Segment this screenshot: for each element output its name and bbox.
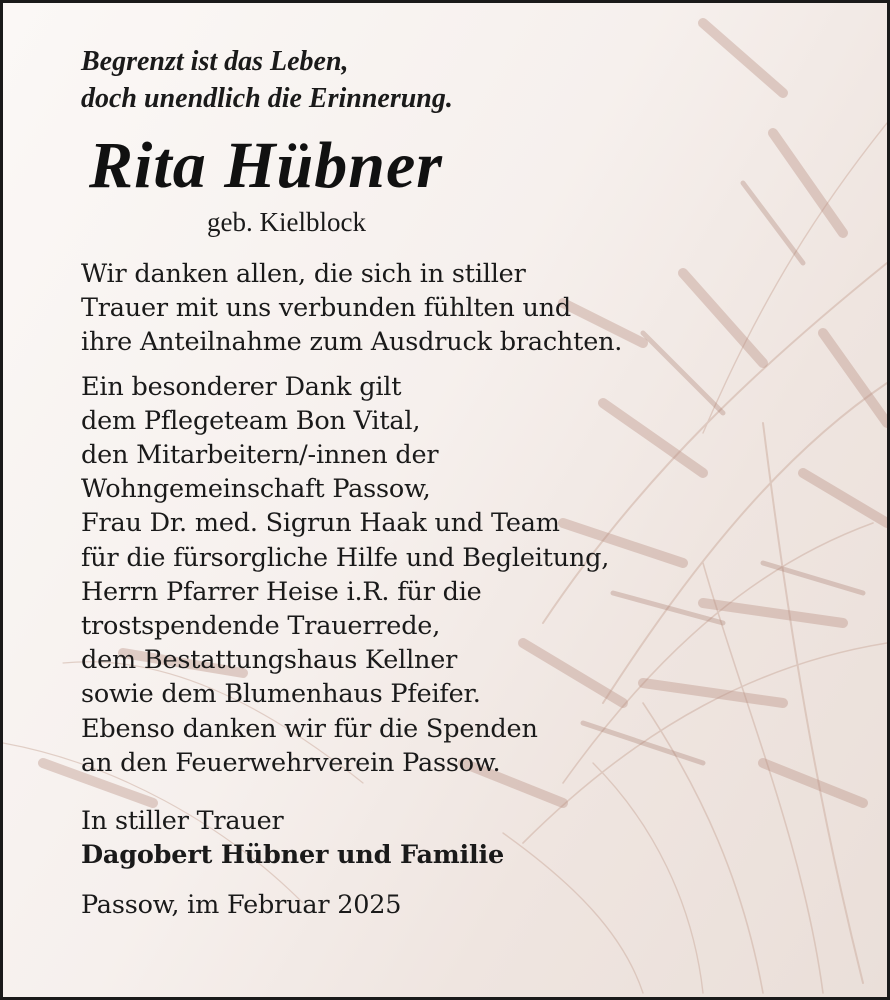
text-line: Herrn Pfarrer Heise i.R. für die — [81, 576, 482, 607]
birth-name: geb. Kielblock — [207, 207, 366, 237]
text-line: an den Feuerwehrverein Passow. — [81, 747, 501, 778]
text-line: Wir danken allen, die sich in stiller — [81, 259, 526, 289]
text-line: den Mitarbeitern/-innen der — [81, 440, 439, 471]
text-line: trostspendende Trauerrede, — [81, 611, 441, 642]
motto-line: doch unendlich die Erinnerung. — [81, 83, 453, 114]
place-date: Passow, im Februar 2025 — [81, 890, 402, 921]
text-line: dem Pflegeteam Bon Vital, — [81, 405, 421, 436]
motto-line: Begrenzt ist das Leben, — [81, 46, 349, 77]
text-line: für die fürsorgliche Hilfe und Begleitung, — [81, 542, 610, 573]
obituary-content — [81, 43, 781, 923]
text-line: Ein besonderer Dank gilt — [81, 371, 402, 402]
signature: Dagobert Hübner und Familie — [81, 840, 505, 871]
text-line: Ebenso danken wir für die Spenden — [81, 713, 538, 744]
text-line: Trauer mit uns verbunden fühlten und — [81, 293, 572, 324]
closing-line: In stiller Trauer — [81, 806, 284, 837]
closing-block — [81, 804, 781, 872]
text-line: sowie dem Blumenhaus Pfeifer. — [81, 679, 481, 710]
thanks-paragraph — [81, 257, 781, 360]
special-thanks-paragraph — [81, 370, 781, 780]
text-line: Frau Dr. med. Sigrun Haak und Team — [81, 508, 560, 539]
text-line: ihre Anteilnahme zum Ausdruck brachten. — [81, 327, 623, 358]
memorial-motto — [81, 43, 781, 117]
deceased-name: Rita Hübner — [89, 129, 443, 202]
text-line: Wohngemeinschaft Passow, — [81, 474, 431, 505]
text-line: dem Bestattungshaus Kellner — [81, 645, 458, 676]
